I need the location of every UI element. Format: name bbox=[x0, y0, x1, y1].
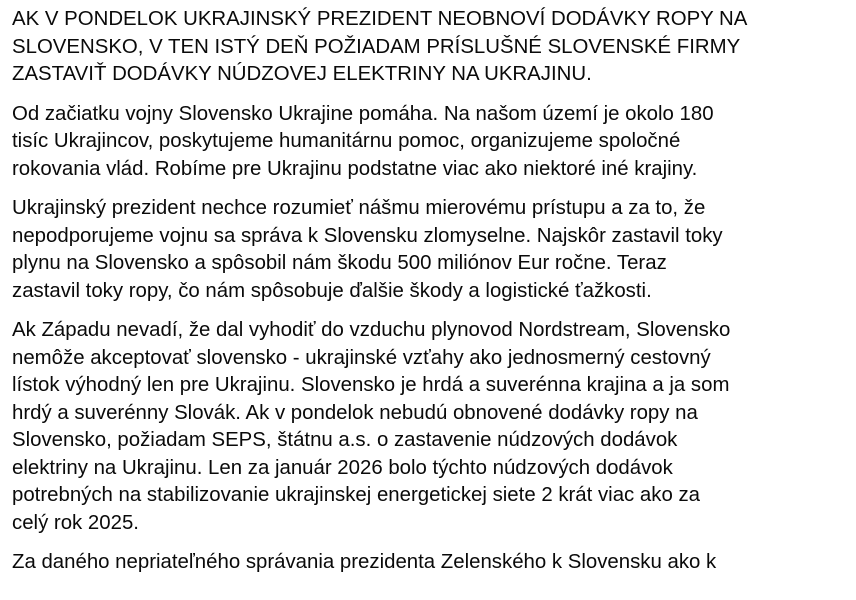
post-headline: AK V PONDELOK UKRAJINSKÝ PREZIDENT NEOBNOVÍ DODÁVKY ROPY NA SLOVENSKO, V TEN ISTÝ DEŇ POŽIADAM PRÍSLUŠNÉ SLOVENSKÉ FIRMY ZASTAVIŤ DODÁVKY NÚDZOVEJ ELEKTRINY NA UKRAJINU. bbox=[12, 8, 748, 85]
post-paragraph-3: Ak Západu nevadí, že dal vyhodiť do vzduchu plynovod Nordstream, Slovensko nemôže akceptovať slovensko - ukrajinské vzťahy ako jednosmerný cestovný lístok výhodný len pre Ukrajinu. Slovensko je hrdá a suverénna krajina a ja som hrdý a suverénny Slovák. Ak v pondelok nebudú obnovené dodávky ropy na Slovensko, požiadam SEPS, štátnu a.s. o zastavenie núdzových dodávok elektriny na Ukrajinu. Len za január 2026 bolo týchto núdzových dodávok potrebných na stabilizovanie ukrajinskej energetickej siete 2 krát viac ako za celý rok 2025. bbox=[12, 319, 731, 534]
post-paragraph-2: Ukrajinský prezident nechce rozumieť nášmu mierovému prístupu a za to, že nepodporujeme vojnu sa správa k Slovensku zlomyselne. Najskôr zastavil toky plynu na Slovensko a spôsobil nám škodu 500 miliónov Eur ročne. Teraz zastavil toky ropy, čo nám spôsobuje ďalšie škody a logistické ťažkosti. bbox=[12, 197, 723, 302]
post-paragraph-4: Za daného nepriateľného správania prezidenta Zelenského k Slovensku ako k bbox=[12, 551, 717, 573]
post-paragraph-1: Od začiatku vojny Slovensko Ukrajine pomáha. Na našom území je okolo 180 tisíc Ukrajincov, poskytujeme humanitárnu pomoc, organizujeme spoločné rokovania vlád. Robíme pre Ukrajinu podstatne viac ako niektoré iné krajiny. bbox=[12, 102, 714, 180]
